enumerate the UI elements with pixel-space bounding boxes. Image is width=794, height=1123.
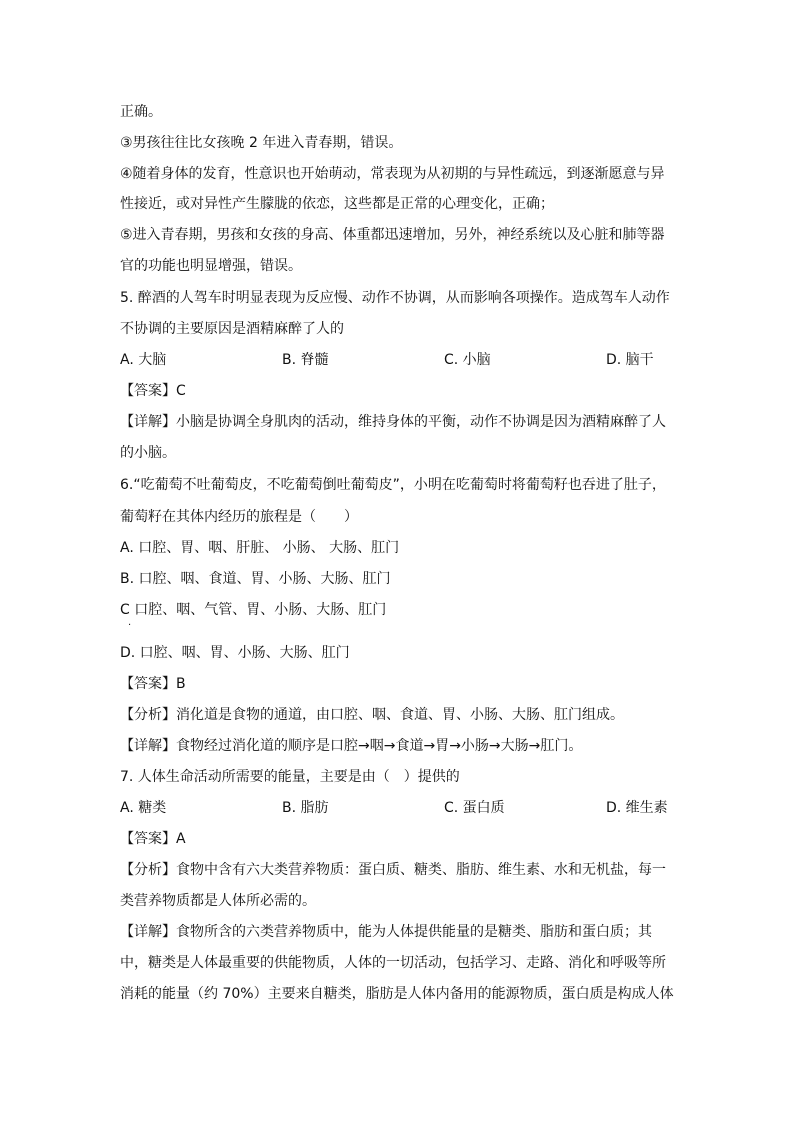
question-6-stem: 6.“吃葡萄不吐葡萄皮，不吃葡萄倒吐葡萄皮”，小明在吃葡萄时将葡萄籽也吞进了肚子， [120, 477, 666, 493]
q6-option-b: B. 口腔、咽、食道、胃、小肠、大肠、肛门 [120, 571, 391, 587]
question-5-stem: 5. 醉酒的人驾车时明显表现为反应慢、动作不协调，从而影响各项操作。造成驾车人动作 [120, 290, 670, 306]
q7-detail: 【详解】食物所含的六类营养物质中，能为人体提供能量的是糖类、脂肪和蛋白质；其 [120, 924, 652, 940]
q7-option-a: A. 糖类 [120, 800, 167, 816]
stray-dot-mark: · [128, 620, 132, 631]
q7-detail: 中，糖类是人体最重要的供能物质，人体的一切活动，包括学习、走路、消化和呼吸等所 [120, 955, 666, 971]
text-line: 官的功能也明显增强，错误。 [120, 258, 302, 274]
q7-option-d: D. 维生素 [606, 800, 668, 816]
q5-detail: 【详解】小脑是协调全身肌肉的活动，维持身体的平衡，动作不协调是因为酒精麻醉了人 [120, 414, 666, 430]
text-line: ④随着身体的发育，性意识也开始萌动，常表现为从初期的与异性疏远，到逐渐愿意与异 [120, 166, 665, 182]
q7-analysis: 类营养物质都是人体所必需的。 [120, 893, 316, 909]
q6-option-c: C 口腔、咽、气管、胃、小肠、大肠、肛门 [120, 602, 387, 618]
q7-analysis: 【分析】食物中含有六大类营养物质：蛋白质、糖类、脂肪、维生素、水和无机盐，每一 [120, 862, 666, 878]
q5-option-b: B. 脊髓 [282, 352, 329, 368]
q6-detail: 【详解】食物经过消化道的顺序是口腔→咽→食道→胃→小肠→大肠→肛门。 [120, 738, 583, 754]
question-6-stem: 葡萄籽在其体内经历的旅程是（ ） [120, 509, 358, 525]
text-line: ⑤进入青春期，男孩和女孩的身高、体重都迅速增加，另外，神经系统以及心脏和肺等器 [120, 227, 665, 243]
q5-answer: 【答案】C [120, 383, 186, 399]
q5-option-a: A. 大脑 [120, 352, 167, 368]
text-line: ③男孩往往比女孩晚 2 年进入青春期，错误。 [120, 135, 403, 151]
q7-option-c: C. 蛋白质 [444, 800, 505, 816]
q6-option-a: A. 口腔、胃、咽、肝脏、 小肠、 大肠、肛门 [120, 540, 400, 556]
q6-answer: 【答案】B [120, 676, 186, 692]
q5-option-c: C. 小脑 [444, 352, 491, 368]
question-5-stem: 不协调的主要原因是酒精麻醉了人的 [120, 321, 344, 337]
q7-detail: 消耗的能量（约 70%）主要来自糖类，脂肪是人体内备用的能源物质，蛋白质是构成人体 [120, 986, 674, 1002]
q6-option-d: D. 口腔、咽、胃、小肠、大肠、肛门 [120, 645, 350, 661]
question-7-stem: 7. 人体生命活动所需要的能量，主要是由（ ）提供的 [120, 769, 460, 785]
text-line: 性接近，或对异性产生朦胧的依恋，这些都是正常的心理变化，正确； [120, 196, 554, 212]
q7-answer: 【答案】A [120, 831, 186, 847]
text-line: 正确。 [120, 104, 162, 120]
q5-option-d: D. 脑干 [606, 352, 654, 368]
q6-analysis: 【分析】消化道是食物的通道，由口腔、咽、食道、胃、小肠、大肠、肛门组成。 [120, 707, 624, 723]
q7-option-b: B. 脂肪 [282, 800, 329, 816]
q5-detail: 的小脑。 [120, 445, 176, 461]
